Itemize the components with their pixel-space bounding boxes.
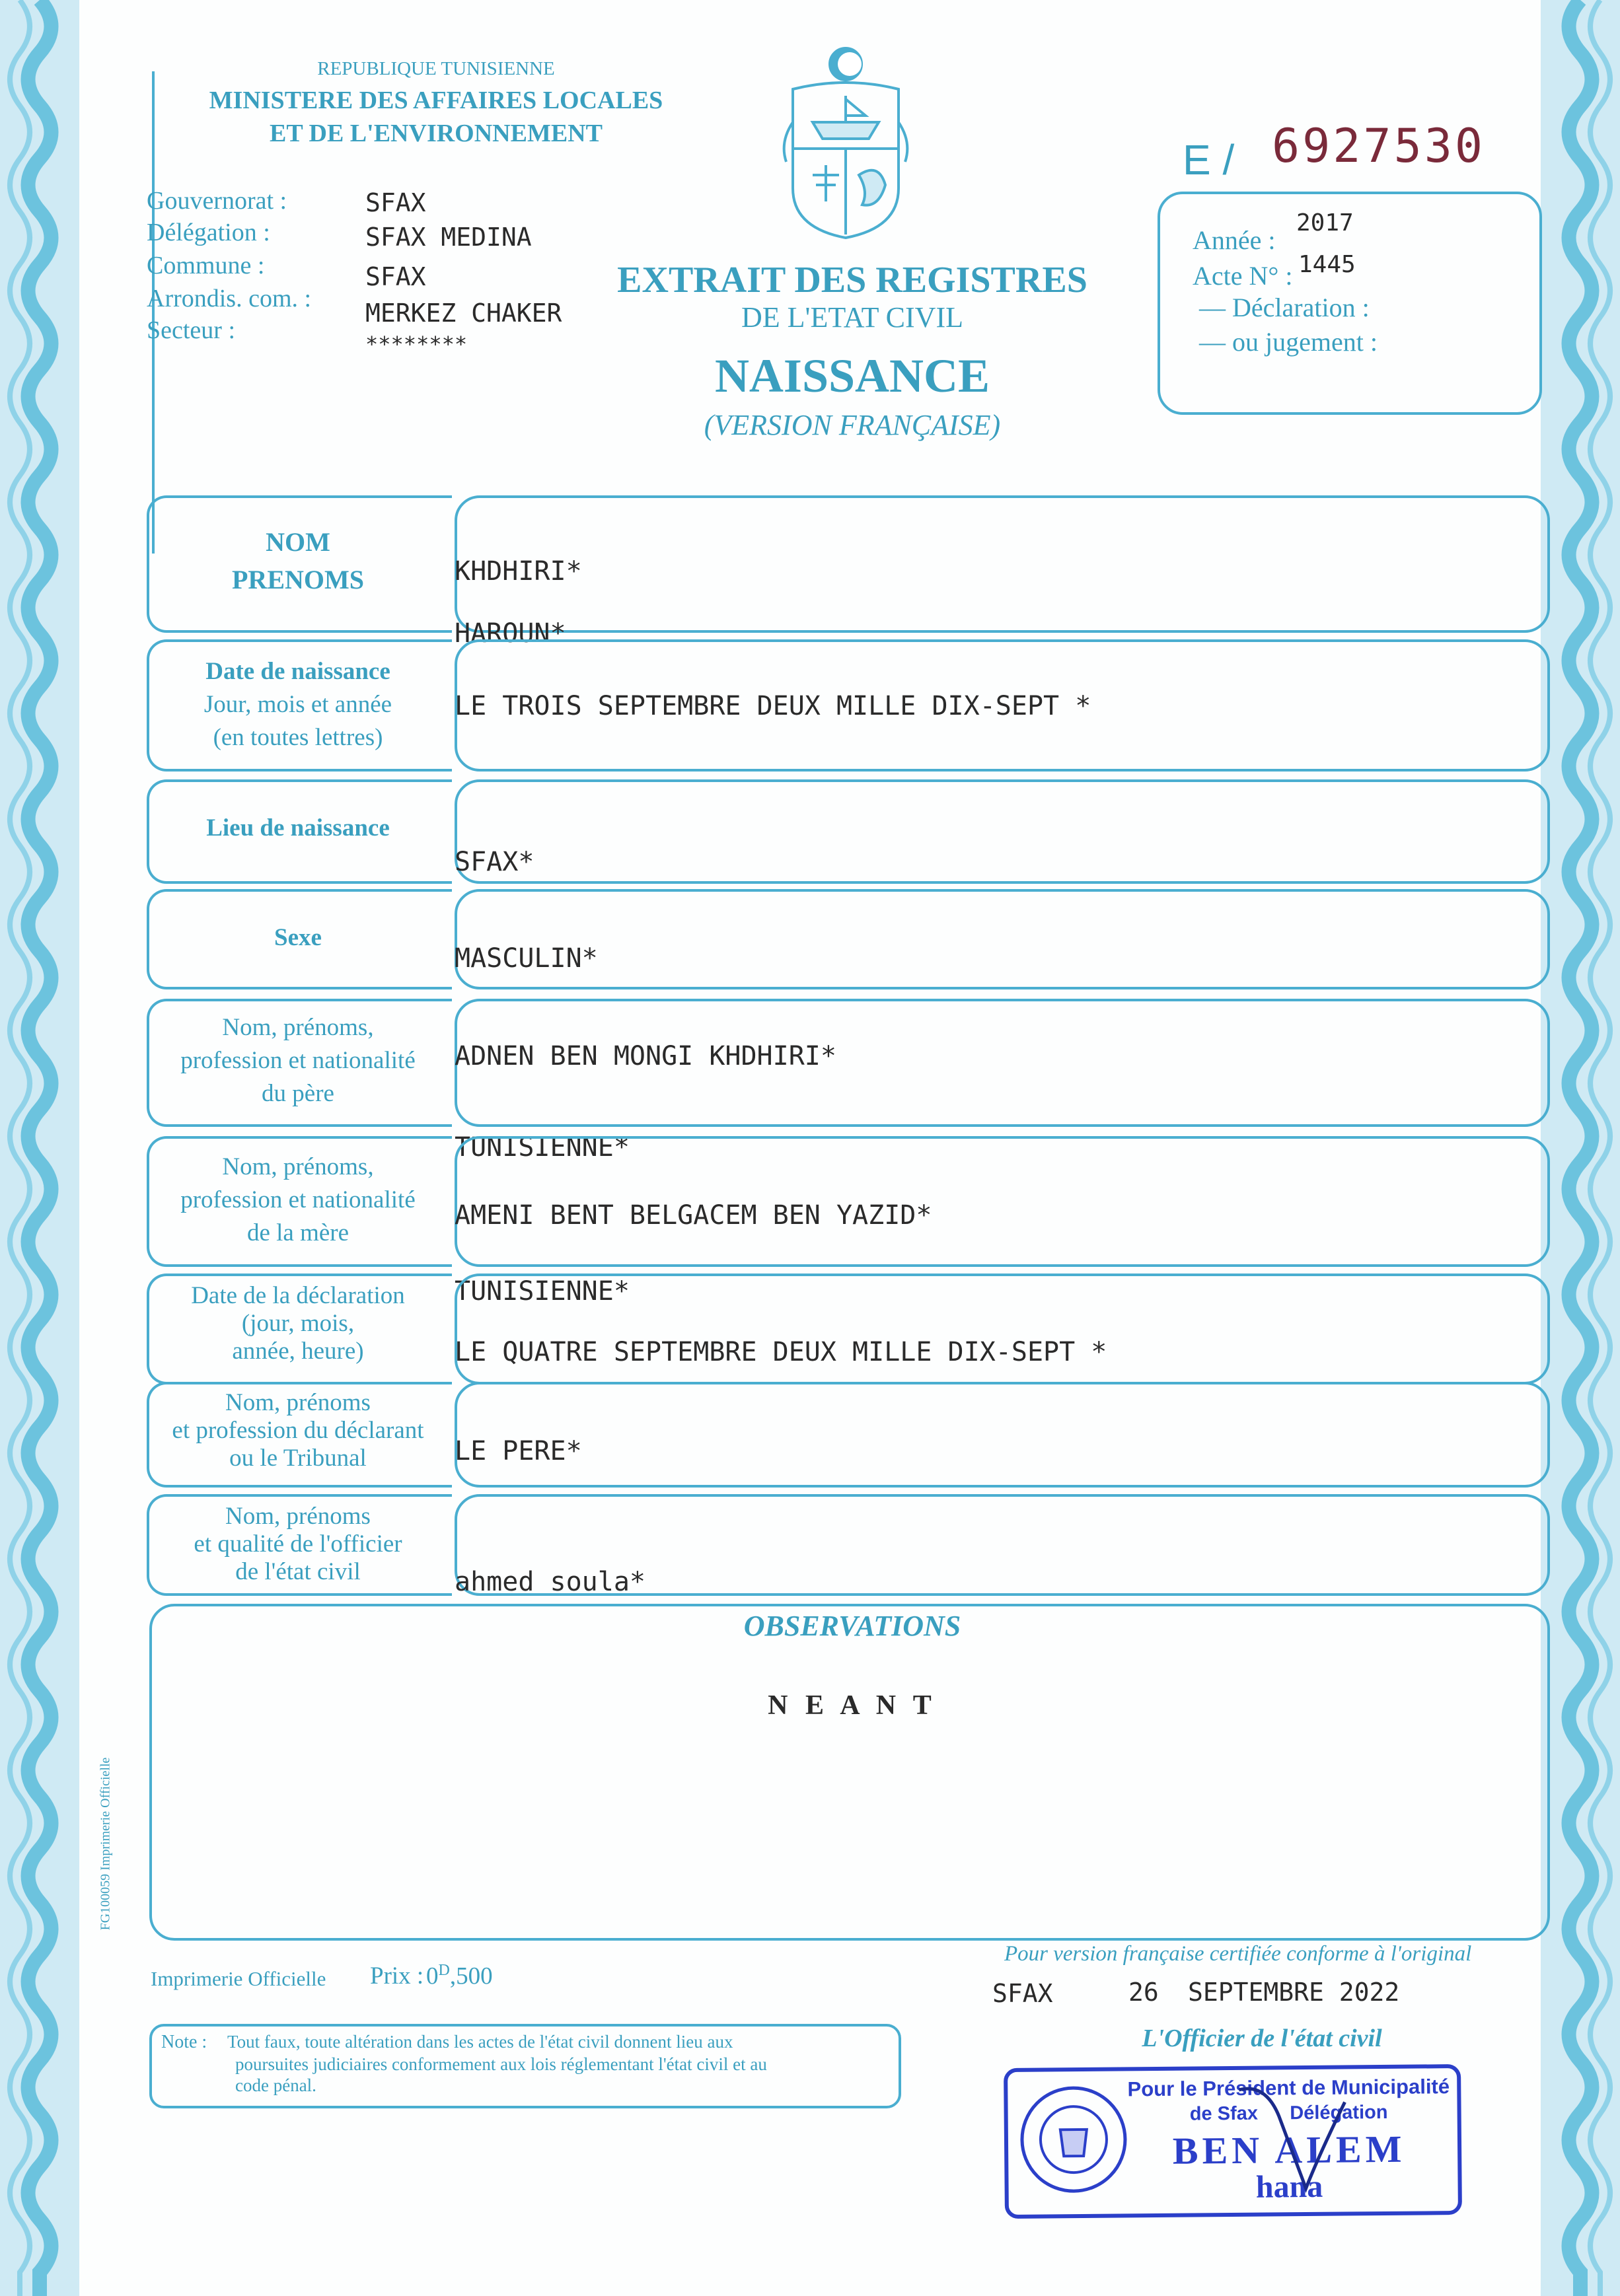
annee-label: Année :	[1193, 225, 1276, 255]
coat-of-arms-emblem	[780, 43, 912, 241]
declarant-value-cell	[455, 1382, 1550, 1488]
declaration-value-cell	[455, 1274, 1550, 1384]
issue-month-year: SEPTEMBRE 2022	[1188, 1978, 1400, 2007]
gouvernorat-value: SFAX	[365, 188, 426, 217]
stamp-line3: BEN ALEM	[1172, 2127, 1406, 2172]
sexe-label: Sexe	[274, 924, 322, 951]
observations-title: OBSERVATIONS	[743, 1610, 961, 1642]
country-name: REPUBLIQUE TUNISIENNE	[317, 58, 555, 79]
prix-value	[426, 1962, 493, 1990]
official-stamp	[1004, 2064, 1462, 2219]
delegation-value: SFAX MEDINA	[365, 223, 532, 252]
nom-label: NOM	[266, 527, 330, 557]
mere-value: AMENI BENT BELGACEM BEN YAZID*	[455, 1200, 932, 1231]
date-naissance-label: Date de naissance	[205, 658, 390, 685]
declaration-label-line2: (jour, mois,	[241, 1310, 355, 1337]
declarant-label-line1: Nom, prénoms	[225, 1389, 371, 1416]
nom-value: KHDHIRI*	[455, 556, 582, 587]
officier-label-line1: Nom, prénoms	[225, 1503, 371, 1530]
commune-value: SFAX	[365, 262, 426, 291]
mere-label-line2: profession et nationalité	[180, 1186, 416, 1213]
lieu-naissance-label: Lieu de naissance	[206, 814, 390, 842]
printer-side-mark: FG100059 Imprimerie Officielle	[98, 1757, 113, 1931]
lieu-naissance-value: SFAX*	[455, 847, 534, 877]
serial-prefix: E /	[1183, 136, 1235, 184]
title-line2: DE L'ETAT CIVIL	[741, 301, 963, 334]
prenoms-label: PRENOMS	[232, 565, 364, 594]
declaration-label-line3: année, heure)	[232, 1338, 364, 1365]
sexe-value-cell	[455, 889, 1550, 989]
annee-value: 2017	[1296, 209, 1354, 236]
date-naissance-sublabel: Jour, mois et année	[203, 691, 392, 718]
stamp-line2: de Sfax Délégation	[1189, 2101, 1388, 2125]
declarant-label-line2: et profession du déclarant	[172, 1417, 424, 1444]
issue-day: 26	[1128, 1978, 1159, 2007]
declaration-label: — Déclaration :	[1199, 293, 1370, 322]
delegation-label: Délégation :	[147, 219, 270, 246]
stamp-line4: hana	[1255, 2169, 1323, 2205]
nom-value-cell	[455, 495, 1550, 633]
note-label: Note :	[161, 2032, 207, 2052]
handwritten-signature	[1226, 2075, 1359, 2202]
note-text-line3: code pénal.	[235, 2075, 316, 2095]
ministry-line1: MINISTERE DES AFFAIRES LOCALES	[209, 87, 663, 114]
left-guilloche-border	[0, 0, 79, 2296]
pere-nationalite: TUNISIENNE*	[455, 1132, 630, 1163]
prix-label: Prix :	[370, 1962, 424, 1990]
officier-value: ahmed soula*	[455, 1567, 645, 1597]
secteur-label: Secteur :	[147, 316, 236, 344]
declaration-value: LE QUATRE SEPTEMBRE DEUX MILLE DIX-SEPT *	[455, 1337, 1107, 1367]
sexe-value: MASCULIN*	[455, 943, 598, 974]
officier-title: L'Officier de l'état civil	[1142, 2025, 1382, 2052]
right-guilloche-border	[1541, 0, 1620, 2296]
issue-place: SFAX	[992, 1979, 1053, 2008]
gouvernorat-label: Gouvernorat :	[147, 187, 287, 215]
prix-value-millimes: ,500	[449, 1962, 493, 1990]
secteur-value: ********	[365, 332, 468, 357]
serial-number: 6927530	[1272, 119, 1486, 173]
declarant-value: LE PERE*	[455, 1436, 582, 1466]
imprimerie-label: Imprimerie Officielle	[151, 1967, 326, 1990]
stamp-line1: Pour le Président de Municipalité	[1127, 2075, 1450, 2101]
arrondissement-label: Arrondis. com. :	[147, 285, 312, 312]
ministry-line2: ET DE L'ENVIRONNEMENT	[270, 120, 603, 147]
pere-value: ADNEN BEN MONGI KHDHIRI*	[455, 1041, 836, 1071]
declarant-label-line3: ou le Tribunal	[229, 1445, 367, 1472]
title-line1: EXTRAIT DES REGISTRES	[617, 260, 1087, 301]
prix-dinar-sup: D	[438, 1962, 450, 1979]
version-label: (VERSION FRANÇAISE)	[704, 409, 1001, 441]
acte-number-value: 1445	[1298, 251, 1356, 278]
acte-number-label: Acte N° :	[1193, 261, 1293, 291]
mere-nationalite: TUNISIENNE*	[455, 1276, 630, 1307]
jugement-label: — ou jugement :	[1199, 327, 1378, 357]
prenom-value: HAROUN*	[455, 618, 566, 649]
declaration-label-line1: Date de la déclaration	[191, 1282, 405, 1309]
date-naissance-value: LE TROIS SEPTEMBRE DEUX MILLE DIX-SEPT *	[455, 691, 1091, 721]
observations-box	[149, 1604, 1550, 1941]
lieu-value-cell	[455, 779, 1550, 884]
commune-label: Commune :	[147, 252, 265, 279]
certification-text: Pour version française certifiée conforme à l'original	[1004, 1942, 1472, 1966]
pere-label-line2: profession et nationalité	[180, 1047, 416, 1074]
officier-label-line3: de l'état civil	[235, 1558, 361, 1585]
prix-value-main: 0	[426, 1962, 439, 1990]
stamp-seal-icon	[1017, 2083, 1130, 2196]
date-naissance-sublabel2: (en toutes lettres)	[213, 724, 383, 751]
pere-label-line3: du père	[262, 1080, 334, 1107]
observations-value: N E A N T	[768, 1690, 937, 1721]
note-text-line1: Tout faux, toute altération dans les actes de l'état civil donnent lieu aux	[227, 2032, 733, 2052]
pere-label-line1: Nom, prénoms,	[222, 1014, 374, 1041]
arrondissement-value: MERKEZ CHAKER	[365, 299, 562, 328]
document-type-title: NAISSANCE	[714, 349, 990, 402]
mere-label-line3: de la mère	[246, 1219, 350, 1246]
mere-label-line1: Nom, prénoms,	[222, 1153, 374, 1180]
officier-label-line2: et qualité de l'officier	[194, 1530, 402, 1558]
note-text-line2: poursuites judiciaires conformement aux lois réglementant l'état civil et au	[235, 2054, 767, 2074]
